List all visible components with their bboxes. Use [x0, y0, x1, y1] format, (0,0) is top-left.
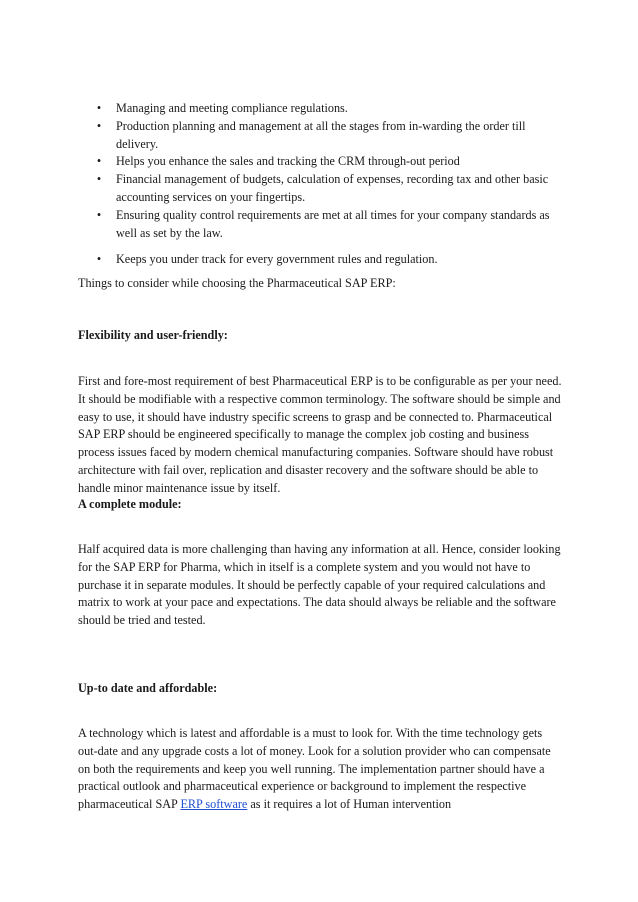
- section-body-complete-module: Half acquired data is more challenging than having any information at all. Hence, consider looking for the SAP ERP for Pharma, which in itself is a complete system and you would not have to purchase it in separate modules. It should be perfectly capable of your required calculations and matrix to work at your pace and expectations. The data should always be reliable and the software should be tried and tested.: [78, 542, 561, 628]
- list-item: [92, 171, 562, 207]
- list-item: [92, 153, 562, 171]
- body-text: as it requires a lot of Human intervention: [247, 797, 452, 812]
- list-item: [92, 251, 562, 269]
- bullet-icon: •: [96, 252, 102, 267]
- bullet-icon: •: [96, 101, 102, 115]
- list-item: [92, 118, 562, 154]
- section-body-flexibility: First and fore-most requirement of best Pharmaceutical ERP is to be configurable as per your need. It should be modifiable with a respective common terminology. The software should be simple and easy to use, it should have industry specific screens to grasp and be connected to. Pharmaceutical SAP ERP should be engineered specifically to manage the complex job costing and business process issues faced by modern chemical manufacturing companies. Software should have robust architecture with fail over, replication and disaster recovery and the software should be able to handle minor maintenance issue by itself.: [78, 374, 562, 495]
- feature-bullet-list: [92, 100, 562, 269]
- bullet-icon: •: [96, 172, 102, 187]
- list-item-text: Keeps you under track for every government rules and regulation.: [116, 252, 438, 267]
- section-heading-flexibility: Flexibility and user-friendly:: [78, 328, 228, 342]
- list-item-text: Financial management of budgets, calculation of expenses, recording tax and other basic accounting services on your fingertips.: [116, 172, 549, 204]
- list-item-text: Managing and meeting compliance regulations.: [116, 101, 348, 115]
- list-item-text: Helps you enhance the sales and tracking the CRM through-out period: [116, 154, 460, 169]
- erp-software-link[interactable]: ERP software: [180, 797, 248, 812]
- section-body-up-to-date: [78, 725, 562, 814]
- list-item: [92, 100, 562, 118]
- bullet-icon: •: [96, 118, 102, 133]
- bullet-icon: •: [96, 154, 102, 169]
- bullet-icon: •: [96, 207, 102, 222]
- body-text: A technology which is latest and affordable is a must to look for. With the time technology gets out-date and any upgrade costs a lot of money. Look for a solution provider who can compensate on both the requirements and keep you well running. The implementation partner should have a practical outlook and pharmaceutical experience or background to implement the respective pharmaceutical SAP: [78, 726, 551, 812]
- list-item-text: Ensuring quality control requirements are met at all times for your company standards as well as set by the law.: [116, 207, 550, 240]
- list-item-text: Production planning and management at all the stages from in-warding the order till delivery.: [116, 118, 526, 151]
- section-heading-up-to-date: Up-to date and affordable:: [78, 681, 218, 695]
- section-heading-complete-module: A complete module:: [78, 497, 182, 511]
- list-item: [92, 207, 562, 243]
- intro-paragraph: Things to consider while choosing the Pharmaceutical SAP ERP:: [78, 276, 396, 290]
